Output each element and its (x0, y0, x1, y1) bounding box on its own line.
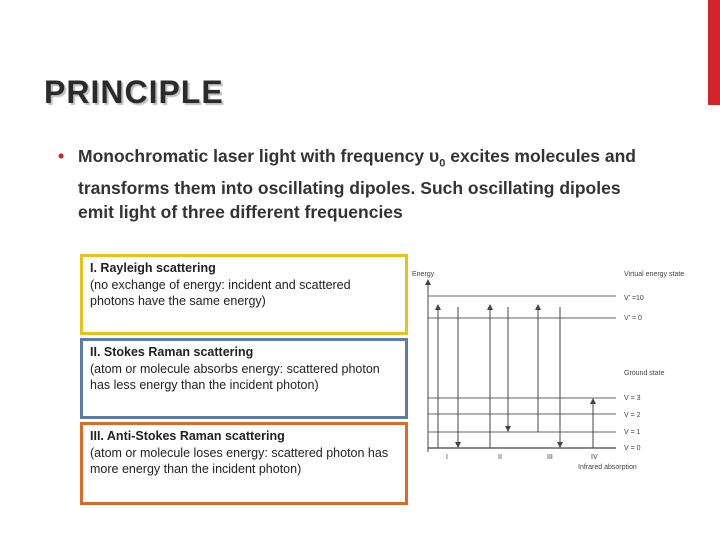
virtual-level-label-2: V' = 0 (624, 315, 642, 322)
stokes-heading: II. Stokes Raman scattering (90, 345, 254, 359)
column-label-3: III (547, 454, 553, 461)
bullet-dot: • (58, 146, 65, 166)
ground-state-label: Ground state (624, 370, 665, 377)
stokes-box (80, 338, 408, 419)
column-label-2: II (498, 454, 502, 461)
anti-stokes-description: (atom or molecule loses energy: scattered photon has more energy than the incident photon) (90, 445, 389, 476)
stokes-description: (atom or molecule absorbs energy: scattered photon has less energy than the incident photon) (90, 361, 380, 392)
slide-title: PRINCIPLE (44, 74, 224, 110)
energy-label: Energy (412, 271, 435, 278)
accent-bar (708, 0, 720, 105)
column-label-4: IV (591, 454, 598, 461)
bullet-text (58, 144, 648, 224)
rayleigh-box (80, 254, 408, 335)
ir-absorption-label: Infrared absorption (578, 464, 637, 471)
bullet-text-after: excites molecules and transforms them into oscillating dipoles. Such oscillating dipoles emit light of three different frequencies (78, 146, 636, 222)
bullet-text-before: Monochromatic laser light with frequency υ (78, 146, 440, 166)
energy-level-diagram (408, 262, 685, 476)
frequency-subscript: 0 (439, 157, 446, 170)
ground-level-label-1: V = 1 (624, 429, 641, 436)
ground-level-label-0: V = 0 (624, 445, 641, 452)
rayleigh-description: (no exchange of energy: incident and scattered photons have the same energy) (90, 277, 351, 308)
virtual-level-label-1: V' =10 (624, 295, 644, 302)
rayleigh-heading: I. Rayleigh scattering (90, 261, 216, 275)
ground-level-label-3: V = 3 (624, 395, 641, 402)
anti-stokes-heading: III. Anti-Stokes Raman scattering (90, 429, 285, 443)
virtual-state-label: Virtual energy state (624, 271, 685, 278)
column-label-1: I (446, 454, 448, 461)
bullet-point (58, 144, 648, 224)
ground-level-label-2: V = 2 (624, 412, 641, 419)
anti-stokes-box (80, 422, 408, 505)
